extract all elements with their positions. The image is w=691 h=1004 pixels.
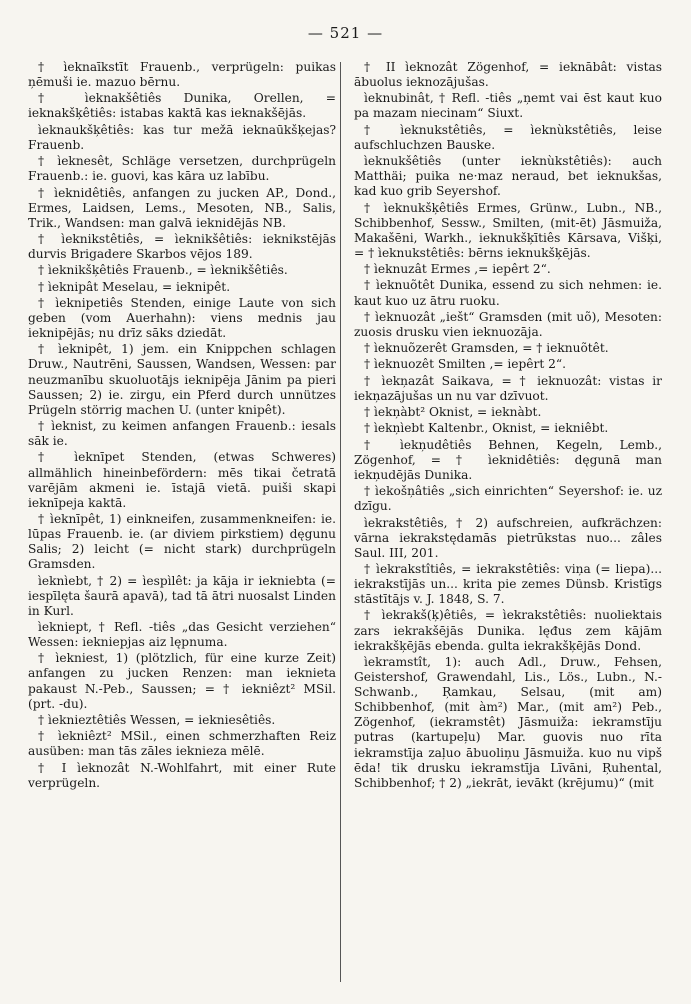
dictionary-entry: † II ìeknozât Zögenhof, = ieknābât: vistas ābuolus ieknozājušas.: [354, 60, 662, 90]
dictionary-entry: † ìeknikstêtiês, = ìeknikšêtiês: ieknikstējās durvis Brigadere Skarbos vējos 189.: [28, 231, 336, 262]
dictionary-entry: ìekniept, † Refl. -tiês „das Gesicht verziehen“ Wessen: iekniepjas aiz lępnuma.: [28, 620, 336, 650]
dictionary-entry: † ìekrakstîtiês, = iekrakstêtiês: viņa (= liepa)... iekrakstījās un... krita pie zemes Dünsb. Kristīgs stāstītājs v. J. 1848, S. 7.: [354, 562, 662, 607]
dictionary-entry: † ìekošņâtiês „sich einrichten“ Seyershof: ie. uz dzīgu.: [354, 484, 662, 514]
dictionary-entry: † ìeknīpêt, 1) einkneifen, zusammenkneifen: ie. lūpas Frauenb. ie. (ar diviem pirkstiem) dęgunu Salis; 2) leicht (= nicht stark) durchprügeln Gramsden.: [28, 511, 336, 572]
dictionary-entry: † ìeknaīkstīt Frauenb., verprügeln: puikas ņēmuši ie. mazuo bērnu.: [28, 60, 336, 90]
dictionary-entry: ìeknaukšķêtiês: kas tur mežā ieknaūkšķejas? Frauenb.: [28, 122, 336, 152]
dictionary-entry: ìekrakstêtiês, † 2) aufschreien, aufkrächzen: vārna iekrakstędamās pietrūkstas nuo... zâles Saul. III, 201.: [354, 515, 662, 560]
dictionary-entry: † ìekņìebt Kaltenbr., Oknist, = iekniêbt.: [364, 421, 609, 436]
dictionary-entry: † ìeknipât Meselau, = ieknipêt.: [38, 279, 231, 294]
page-number: — 521 —: [307, 24, 384, 42]
dictionary-entry: ìeknubinât, † Refl. -tiês „ņemt vai ēst kaut kuo pa mazam niecinam“ Siuxt.: [354, 91, 662, 121]
dictionary-entry: † ìeknakšêtiês Dunika, Orellen, = ieknakšķêtiês: istabas kaktā kas ieknakšējās.: [28, 91, 336, 121]
dictionary-entry: † ìeknipêt, 1) jem. ein Knippchen schlagen Druw., Nautrēni, Saussen, Wandsen, Wessen: par neuzmanību skuoluotājs ieknipēja Jānim pa pieri Saussen; 2) ie. zirgu, ein Pferd durch unnützes Prügeln störrig machen U. (unter knipêt).: [28, 342, 336, 417]
dictionary-entry: † ìekņàbt² Oknist, = ieknàbt.: [364, 405, 542, 420]
dictionary-entry: † ìekniest, 1) (plötzlich, für eine kurze Zeit) anfangen zu jucken Renzen: man ieknieta pakaust N.-Peb., Saussen; = † iekniêzt² MSil. (prt. -du).: [28, 651, 336, 711]
dictionary-entry: ìeknìebt, † 2) = ìespìlêt: ja kāja ir iekniebta (= iespīlęta šaurā apavā), tad tā ātri nuosalst Linden in Kurl.: [28, 573, 336, 618]
dictionary-entry: † ìeknuõzerêt Gramsden, = † ieknuõtêt.: [364, 341, 609, 356]
column-divider: [340, 62, 341, 982]
dictionary-entry: † ìeknuzât Ermes ,= iepêrt 2“.: [364, 262, 551, 277]
left-column: [28, 60, 336, 792]
dictionary-entry: † ìeknuõtêt Dunika, essend zu sich nehmen: ie. kaut kuo uz ātru ruoku.: [354, 278, 662, 308]
dictionary-entry: † ìeknipetiês Stenden, einige Laute von sich geben (vom Auerhahn): viens mednis jau ieknipējās; nu drīz sāks dziedāt.: [28, 295, 336, 341]
dictionary-entry: † ìeknukšķêtiês Ermes, Grünw., Lubn., NB., Schibbenhof, Sessw., Smilten, (mit-ēt) Jāsmuiža, Makašēni, Warkh., ieknukšķītiês Kārsava, Višķi, = † ìeknukstêtiês: bērns ieknukšķējās.: [354, 200, 662, 260]
dictionary-entry: † I ìeknozât N.-Wohlfahrt, mit einer Rute verprügeln.: [28, 760, 336, 790]
dictionary-entry: † ìekrakš(ķ)êtiês, = ìekrakstêtiês: nuoliektais zars iekrakšējās Dunika. lęđus zem kājām iekrakšķējās ebenda. gulta iekrakšķējās Dond.: [354, 608, 662, 653]
dictionary-entry: † ìeknidêtiês, anfangen zu jucken AP., Dond., Ermes, Laidsen, Lems., Mesoten, NB., Salis, Trik., Wandsen: man galvā ieknidējās NB.: [28, 185, 336, 230]
dictionary-entry: † ìeknist, zu keimen anfangen Frauenb.: iesals sāk ie.: [28, 419, 336, 449]
dictionary-entry: † ìekņudêtiês Behnen, Kegeln, Lemb., Zögenhof, = † ìeknidêtiês: dęgunā man iekņudējās Dunika.: [354, 437, 662, 482]
dictionary-entry: † ìekniêzt² MSil., einen schmerzhaften Reiz ausüben: man tās zāles ieknieza mēlē.: [28, 729, 336, 759]
right-column: [354, 60, 662, 792]
dictionary-entry: † ìeknuozêt Smilten ,= iepêrt 2“.: [364, 357, 566, 372]
dictionary-entry: † ìeknukstêtiês, = ìeknùkstêtiês, leise aufschluchzen Bauske.: [354, 122, 662, 152]
dictionary-entry: † ìekņazât Saikava, = † ieknuozât: vistas ir iekņazājušas un nu var dzīvuot.: [354, 373, 662, 403]
dictionary-entry: † ìeknikšķêtiês Frauenb., = ìeknikšêtiês.: [38, 263, 288, 278]
dictionary-entry: † ìeknuozât „iešt“ Gramsden (mit uõ), Mesoten: zuosis drusku vien ieknuozāja.: [354, 309, 662, 339]
dictionary-entry: ìekramstît, 1): auch Adl., Druw., Fehsen, Geistershof, Grawendahl, Lis., Lös., Lubn., N.-Schwanb., Ŗamkau, Selsau, (mit am) Schibbenhof, (mit àm²) Mar., (mit am²) Peb., Zögenhof, (iekramstêt) Jāsmuiža: iekramstīju putras (kartupeļu) Mar. guovis nuo rīta iekramstīja zaļuo ābuoliņu Jāsmuiža. kuo nu vipš ēda! tik drusku iekramstīja Līvāni, Ŗuhental, Schibbenhof; † 2) „iekrāt, ievākt (krējumu)“ (mit: [354, 654, 662, 790]
dictionary-entry: † ìeknīpet Stenden, (etwas Schweres) allmählich hineinbefördern: mēs tikai četratā varējām akmeni ie. īstajā vietā. puiši skapi ieknīpeja kaktā.: [28, 450, 336, 510]
dictionary-entry: † ìeknieztêtiês Wessen, = iekniesêtiês.: [38, 712, 276, 727]
dictionary-entry: ìeknukšêtiês (unter ieknùkstêtiês): auch Matthäi; puika ne·maz neraud, bet ieknukšas, kad kuo grib Seyershof.: [354, 154, 662, 199]
dictionary-entry: † ìeknesêt, Schläge versetzen, durchprügeln Frauenb.: ie. guovi, kas kāra uz labību.: [28, 154, 336, 184]
